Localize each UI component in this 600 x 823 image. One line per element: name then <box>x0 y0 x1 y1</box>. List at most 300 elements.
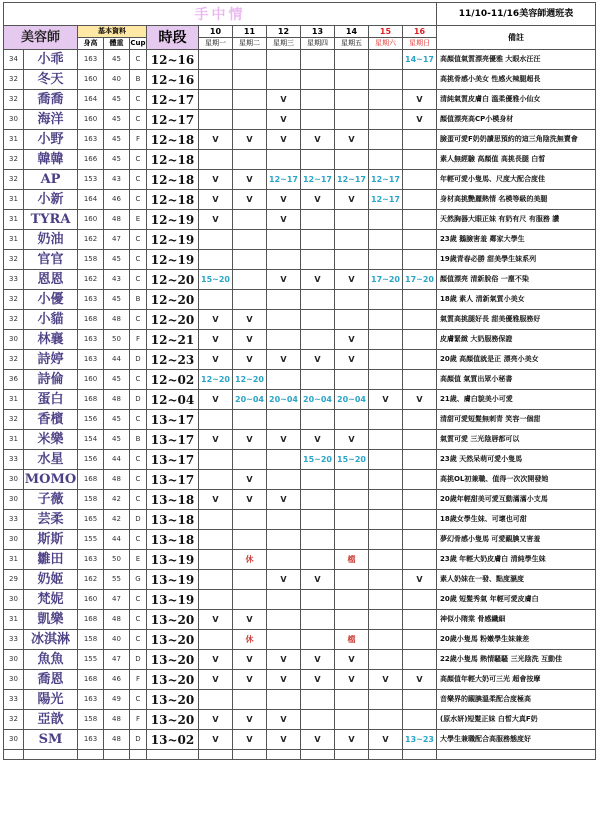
empty-cell <box>369 750 403 760</box>
time-slot-value: 12~23 <box>147 350 199 370</box>
weight-value: 42 <box>104 490 130 510</box>
empty-cell <box>403 750 437 760</box>
height-value: 163 <box>78 730 104 750</box>
day-cell: V <box>199 650 233 670</box>
beautician-name: 魚魚 <box>24 650 78 670</box>
weight-value: 47 <box>104 590 130 610</box>
row-index: 33 <box>4 510 24 530</box>
row-index: 32 <box>4 410 24 430</box>
beautician-name: 林襄 <box>24 330 78 350</box>
remark-value: 天然胸器大眼正妹 有奶有尺 有服務 讚 <box>437 210 596 230</box>
day-cell <box>233 690 267 710</box>
empty-cell <box>199 750 233 760</box>
day-cell <box>199 50 233 70</box>
day-cell: V <box>233 670 267 690</box>
height-value: 164 <box>78 90 104 110</box>
table-row <box>4 470 596 490</box>
remark-value: 22歲小隻馬 熱情騷騷 三光陰洗 互動佳 <box>437 650 596 670</box>
cup-value: B <box>130 430 147 450</box>
cup-value: B <box>130 290 147 310</box>
row-index: 33 <box>4 690 24 710</box>
day-num-header: 10 <box>199 26 233 38</box>
beautician-name: 陽光 <box>24 690 78 710</box>
weight-value: 48 <box>104 470 130 490</box>
day-cell <box>233 110 267 130</box>
height-value: 166 <box>78 150 104 170</box>
row-index: 32 <box>4 70 24 90</box>
time-slot-value: 13~02 <box>147 730 199 750</box>
remark-value: 20歲 高顏值就是正 漂亮小美女 <box>437 350 596 370</box>
day-cell <box>233 590 267 610</box>
day-cell <box>369 70 403 90</box>
table-row <box>4 690 596 710</box>
cup-value: D <box>130 730 147 750</box>
day-cell <box>267 550 301 570</box>
height-value: 163 <box>78 290 104 310</box>
day-cell <box>403 130 437 150</box>
day-cell <box>369 370 403 390</box>
table-row <box>4 490 596 510</box>
day-num-header: 12 <box>267 26 301 38</box>
day-cell <box>267 150 301 170</box>
row-index: 31 <box>4 230 24 250</box>
day-cell <box>369 550 403 570</box>
beautician-name: 小貓 <box>24 310 78 330</box>
day-cell <box>369 650 403 670</box>
time-slot-value: 12~18 <box>147 150 199 170</box>
remark-value: 素人奶妹在一發、點度濕度 <box>437 570 596 590</box>
day-cell: V <box>233 710 267 730</box>
day-cell: 15~20 <box>301 450 335 470</box>
day-cell <box>369 430 403 450</box>
remark-value: 素人無經驗 高顏值 高挑長腿 白皙 <box>437 150 596 170</box>
day-cell <box>403 70 437 90</box>
day-cell: 17~20 <box>403 270 437 290</box>
height-value: 168 <box>78 390 104 410</box>
weight-value: 48 <box>104 710 130 730</box>
remark-value: 21歲、膚白貌美小可愛 <box>437 390 596 410</box>
time-slot-value: 12~20 <box>147 310 199 330</box>
day-num-header: 15 <box>369 26 403 38</box>
beautician-name: MOMO <box>24 470 78 490</box>
day-cell: V <box>233 650 267 670</box>
day-cell: V <box>199 330 233 350</box>
row-index: 31 <box>4 190 24 210</box>
row-index: 31 <box>4 430 24 450</box>
cup-value: C <box>130 590 147 610</box>
cup-value: F <box>130 130 147 150</box>
day-cell: V <box>199 710 233 730</box>
remark-value: 神似小隋棠 骨感纖細 <box>437 610 596 630</box>
beautician-name: 小優 <box>24 290 78 310</box>
height-value: 164 <box>78 190 104 210</box>
empty-cell <box>78 750 104 760</box>
day-name-header: 星期二 <box>233 38 267 50</box>
time-slot-value: 12~19 <box>147 210 199 230</box>
remark-value: 清純氣質皮膚白 溫柔優雅小仙女 <box>437 90 596 110</box>
day-cell <box>403 530 437 550</box>
weight-value: 47 <box>104 230 130 250</box>
weight-value: 48 <box>104 390 130 410</box>
day-cell: V <box>267 430 301 450</box>
day-cell: V <box>301 730 335 750</box>
height-value: 155 <box>78 650 104 670</box>
time-slot-value: 13~17 <box>147 430 199 450</box>
beautician-name: 子薇 <box>24 490 78 510</box>
cup-value: D <box>130 350 147 370</box>
day-cell: V <box>335 430 369 450</box>
row-index: 32 <box>4 250 24 270</box>
weight-value: 45 <box>104 290 130 310</box>
day-cell <box>301 70 335 90</box>
day-cell <box>369 290 403 310</box>
day-cell <box>369 410 403 430</box>
height-value: 158 <box>78 710 104 730</box>
day-cell: V <box>267 190 301 210</box>
time-slot-value: 12~19 <box>147 250 199 270</box>
day-cell <box>233 210 267 230</box>
row-index: 32 <box>4 170 24 190</box>
day-cell: 12~17 <box>301 170 335 190</box>
cup-value: F <box>130 330 147 350</box>
row-index: 30 <box>4 490 24 510</box>
remark-value: 18歲 素人 清新氣質小美女 <box>437 290 596 310</box>
day-cell: 12~17 <box>335 170 369 190</box>
time-slot-value: 13~20 <box>147 710 199 730</box>
cup-value: C <box>130 230 147 250</box>
weight-value: 45 <box>104 370 130 390</box>
day-cell <box>403 170 437 190</box>
day-cell: V <box>301 270 335 290</box>
cup-value: C <box>130 310 147 330</box>
weight-value: 45 <box>104 250 130 270</box>
weight-value: 45 <box>104 430 130 450</box>
table-row <box>4 390 596 410</box>
table-row <box>4 350 596 370</box>
day-cell <box>301 290 335 310</box>
day-cell <box>267 450 301 470</box>
day-cell <box>199 150 233 170</box>
weight-value: 40 <box>104 70 130 90</box>
table-row <box>4 290 596 310</box>
cup-value: C <box>130 470 147 490</box>
time-slot-value: 13~17 <box>147 450 199 470</box>
cup-value: C <box>130 530 147 550</box>
day-cell: V <box>335 670 369 690</box>
remark-value: 20歲 短髮秀氣 年輕可愛皮膚白 <box>437 590 596 610</box>
empty-cell <box>130 750 147 760</box>
height-value: 160 <box>78 70 104 90</box>
cup-value: C <box>130 190 147 210</box>
day-cell <box>335 370 369 390</box>
day-cell <box>267 370 301 390</box>
empty-cell <box>335 750 369 760</box>
weight-value: 43 <box>104 170 130 190</box>
day-cell <box>267 610 301 630</box>
cup-header: Cup <box>130 38 147 50</box>
day-cell <box>369 230 403 250</box>
day-cell: V <box>267 730 301 750</box>
day-cell <box>267 290 301 310</box>
day-cell <box>267 250 301 270</box>
day-cell: V <box>233 490 267 510</box>
time-slot-value: 12~18 <box>147 130 199 150</box>
day-cell <box>199 230 233 250</box>
day-cell <box>301 510 335 530</box>
weight-value: 45 <box>104 90 130 110</box>
day-cell: V <box>267 650 301 670</box>
weight-value: 44 <box>104 530 130 550</box>
basic-info-header: 基本資料 <box>78 26 147 38</box>
day-cell: V <box>233 610 267 630</box>
cup-value: E <box>130 550 147 570</box>
table-row <box>4 130 596 150</box>
time-slot-value: 13~17 <box>147 410 199 430</box>
sheet-title: 手中情 <box>194 7 246 23</box>
height-value: 168 <box>78 310 104 330</box>
table-row <box>4 630 596 650</box>
height-value: 160 <box>78 210 104 230</box>
day-cell: 12~20 <box>233 370 267 390</box>
cup-value: C <box>130 110 147 130</box>
beautician-name: TYRA <box>24 210 78 230</box>
day-cell <box>199 550 233 570</box>
time-slot-value: 12~16 <box>147 50 199 70</box>
schedule-table <box>3 2 596 760</box>
remark-value: 身材高挑艷麗熱情 名模等級的美腿 <box>437 190 596 210</box>
cup-value: C <box>130 370 147 390</box>
day-cell: V <box>335 650 369 670</box>
beautician-name: 梵妮 <box>24 590 78 610</box>
day-cell <box>335 490 369 510</box>
day-cell: V <box>301 570 335 590</box>
day-cell: V <box>301 190 335 210</box>
day-cell: 休 <box>233 550 267 570</box>
table-row <box>4 370 596 390</box>
day-cell <box>199 450 233 470</box>
day-cell: V <box>233 730 267 750</box>
day-cell <box>301 490 335 510</box>
weight-value: 48 <box>104 310 130 330</box>
height-value: 162 <box>78 270 104 290</box>
remark-value: (原水妍)短髮正妹 白皙大真F奶 <box>437 710 596 730</box>
day-cell: V <box>233 470 267 490</box>
row-index: 30 <box>4 110 24 130</box>
cup-value: C <box>130 250 147 270</box>
day-cell <box>369 610 403 630</box>
row-index: 32 <box>4 310 24 330</box>
day-cell <box>267 630 301 650</box>
day-cell <box>199 90 233 110</box>
height-value: 156 <box>78 410 104 430</box>
day-cell: V <box>369 730 403 750</box>
cup-value: C <box>130 90 147 110</box>
day-cell: V <box>301 670 335 690</box>
day-cell <box>335 50 369 70</box>
day-cell <box>301 690 335 710</box>
day-cell <box>403 290 437 310</box>
time-slot-value: 13~20 <box>147 690 199 710</box>
day-cell <box>301 370 335 390</box>
table-row <box>4 330 596 350</box>
time-slot-value: 12~17 <box>147 90 199 110</box>
time-slot-value: 12~20 <box>147 270 199 290</box>
day-cell: V <box>267 490 301 510</box>
day-cell <box>335 210 369 230</box>
cup-value: C <box>130 690 147 710</box>
day-cell: V <box>199 390 233 410</box>
day-cell <box>199 510 233 530</box>
day-cell <box>403 230 437 250</box>
day-cell <box>233 70 267 90</box>
height-value: 162 <box>78 570 104 590</box>
day-cell <box>403 590 437 610</box>
day-cell <box>369 250 403 270</box>
day-cell <box>369 690 403 710</box>
day-cell: V <box>267 710 301 730</box>
cup-value: D <box>130 650 147 670</box>
height-value: 160 <box>78 370 104 390</box>
day-cell <box>403 450 437 470</box>
weight-value: 44 <box>104 450 130 470</box>
day-cell <box>301 90 335 110</box>
height-value: 168 <box>78 670 104 690</box>
time-slot-value: 12~17 <box>147 110 199 130</box>
weight-value: 45 <box>104 410 130 430</box>
beautician-name: 蛋白 <box>24 390 78 410</box>
beautician-name: 奶姬 <box>24 570 78 590</box>
weight-value: 46 <box>104 190 130 210</box>
day-cell <box>301 550 335 570</box>
day-cell: V <box>335 190 369 210</box>
weight-value: 46 <box>104 670 130 690</box>
day-cell <box>199 590 233 610</box>
table-row <box>4 450 596 470</box>
day-cell <box>267 330 301 350</box>
cup-value: C <box>130 630 147 650</box>
day-cell: 12~17 <box>267 170 301 190</box>
remark-header: 備註 <box>437 26 596 50</box>
day-cell: V <box>233 310 267 330</box>
day-cell: 17~20 <box>369 270 403 290</box>
height-value: 160 <box>78 110 104 130</box>
row-index: 31 <box>4 390 24 410</box>
table-row <box>4 570 596 590</box>
row-index: 31 <box>4 210 24 230</box>
day-cell: V <box>335 330 369 350</box>
cup-value: C <box>130 150 147 170</box>
day-cell <box>369 570 403 590</box>
remark-value: 音樂界的靦腆溫柔配合度極高 <box>437 690 596 710</box>
day-cell: V <box>335 130 369 150</box>
height-value: 162 <box>78 230 104 250</box>
weight-value: 50 <box>104 550 130 570</box>
table-row <box>4 210 596 230</box>
empty-cell <box>267 750 301 760</box>
day-cell: V <box>199 130 233 150</box>
sheet-title-cell <box>4 3 437 26</box>
day-cell <box>233 410 267 430</box>
day-cell: V <box>267 270 301 290</box>
day-cell <box>199 690 233 710</box>
day-cell <box>267 590 301 610</box>
table-row <box>4 50 596 70</box>
remark-value: 臉蛋可愛F奶奶讀思預約的這三角陰洗無賣會 <box>437 130 596 150</box>
day-cell: V <box>267 90 301 110</box>
remark-value: 23歲 天然呆萌可愛小隻馬 <box>437 450 596 470</box>
day-name-header: 星期三 <box>267 38 301 50</box>
beautician-name: 芸柔 <box>24 510 78 530</box>
cup-value: C <box>130 410 147 430</box>
day-cell <box>335 710 369 730</box>
table-row <box>4 110 596 130</box>
day-cell <box>403 610 437 630</box>
time-slot-value: 12~04 <box>147 390 199 410</box>
day-cell <box>233 510 267 530</box>
day-cell <box>335 590 369 610</box>
height-value: 163 <box>78 330 104 350</box>
day-cell <box>369 490 403 510</box>
day-cell <box>199 470 233 490</box>
row-index: 33 <box>4 630 24 650</box>
beautician-name: 官官 <box>24 250 78 270</box>
day-cell: 20~04 <box>301 390 335 410</box>
time-slot-value: 12~02 <box>147 370 199 390</box>
weight-value: 43 <box>104 270 130 290</box>
day-cell <box>199 70 233 90</box>
row-index: 31 <box>4 610 24 630</box>
row-index: 30 <box>4 530 24 550</box>
table-row <box>4 150 596 170</box>
day-name-header: 星期六 <box>369 38 403 50</box>
day-cell <box>369 590 403 610</box>
day-cell <box>301 310 335 330</box>
day-cell <box>335 570 369 590</box>
day-cell <box>403 310 437 330</box>
day-cell: 休 <box>233 630 267 650</box>
weight-value: 55 <box>104 570 130 590</box>
remark-value: 20歲小隻馬 粉嫩學生妹兼差 <box>437 630 596 650</box>
height-value: 158 <box>78 490 104 510</box>
height-value: 163 <box>78 50 104 70</box>
height-value: 155 <box>78 530 104 550</box>
time-slot-value: 13~17 <box>147 470 199 490</box>
beautician-name: 亞歆 <box>24 710 78 730</box>
cup-value: E <box>130 210 147 230</box>
day-cell <box>369 510 403 530</box>
day-cell <box>301 210 335 230</box>
row-index: 31 <box>4 130 24 150</box>
height-value: 154 <box>78 430 104 450</box>
weight-header: 體重 <box>104 38 130 50</box>
table-row <box>4 250 596 270</box>
day-cell <box>369 350 403 370</box>
height-header: 身高 <box>78 38 104 50</box>
day-cell <box>301 150 335 170</box>
day-cell <box>369 330 403 350</box>
day-cell: 15~20 <box>335 450 369 470</box>
day-cell <box>403 150 437 170</box>
day-cell: V <box>199 310 233 330</box>
height-value: 163 <box>78 130 104 150</box>
height-value: 168 <box>78 610 104 630</box>
table-row <box>4 270 596 290</box>
day-cell <box>199 290 233 310</box>
day-cell: V <box>199 350 233 370</box>
day-cell <box>335 410 369 430</box>
day-cell: V <box>267 670 301 690</box>
weight-value: 49 <box>104 690 130 710</box>
